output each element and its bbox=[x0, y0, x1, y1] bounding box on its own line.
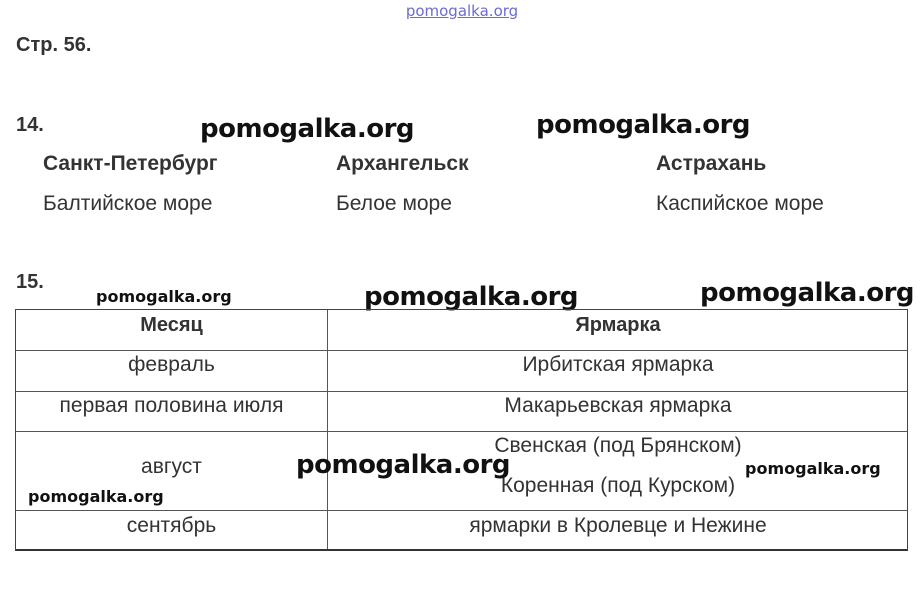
table-cell-fair: Коренная (под Курском) bbox=[500, 474, 736, 497]
table-cell-fair: Макарьевская ярмарка bbox=[504, 394, 732, 417]
watermark: pomogalka.org bbox=[700, 278, 915, 308]
row-divider bbox=[16, 431, 907, 432]
task-14-number: 14. bbox=[16, 114, 44, 136]
watermark: pomogalka.org bbox=[96, 287, 232, 306]
fairs-table bbox=[15, 309, 908, 551]
top-watermark-link[interactable]: pomogalka.org bbox=[405, 2, 519, 20]
city-name: Санкт-Петербург bbox=[43, 152, 218, 175]
table-cell-month: сентябрь bbox=[126, 514, 217, 537]
table-header-month: Месяц bbox=[140, 314, 203, 336]
table-cell-month: август bbox=[141, 455, 202, 478]
table-header-fair: Ярмарка bbox=[575, 314, 661, 336]
watermark: pomogalka.org bbox=[296, 450, 511, 480]
city-name: Архангельск bbox=[336, 152, 469, 175]
sea-name: Балтийское море bbox=[43, 192, 213, 215]
watermark: pomogalka.org bbox=[745, 459, 881, 478]
watermark: pomogalka.org bbox=[364, 282, 579, 312]
row-divider bbox=[16, 350, 907, 351]
table-cell-fair: ярмарки в Кролевце и Нежине bbox=[469, 514, 767, 537]
table-cell-fair: Свенская (под Брянском) bbox=[494, 434, 742, 457]
row-divider bbox=[16, 510, 907, 511]
watermark: pomogalka.org bbox=[28, 487, 164, 506]
table-cell-month: февраль bbox=[128, 353, 215, 376]
watermark: pomogalka.org bbox=[200, 114, 415, 144]
sea-name: Белое море bbox=[336, 192, 452, 215]
table-cell-month: первая половина июля bbox=[59, 394, 284, 417]
row-divider bbox=[16, 391, 907, 392]
table-cell-fair: Ирбитская ярмарка bbox=[522, 353, 714, 376]
watermark: pomogalka.org bbox=[536, 110, 751, 140]
page-label: Стр. 56. bbox=[16, 34, 92, 56]
sea-name: Каспийское море bbox=[656, 192, 824, 215]
city-name: Астрахань bbox=[656, 152, 767, 175]
task-15-number: 15. bbox=[16, 271, 44, 293]
